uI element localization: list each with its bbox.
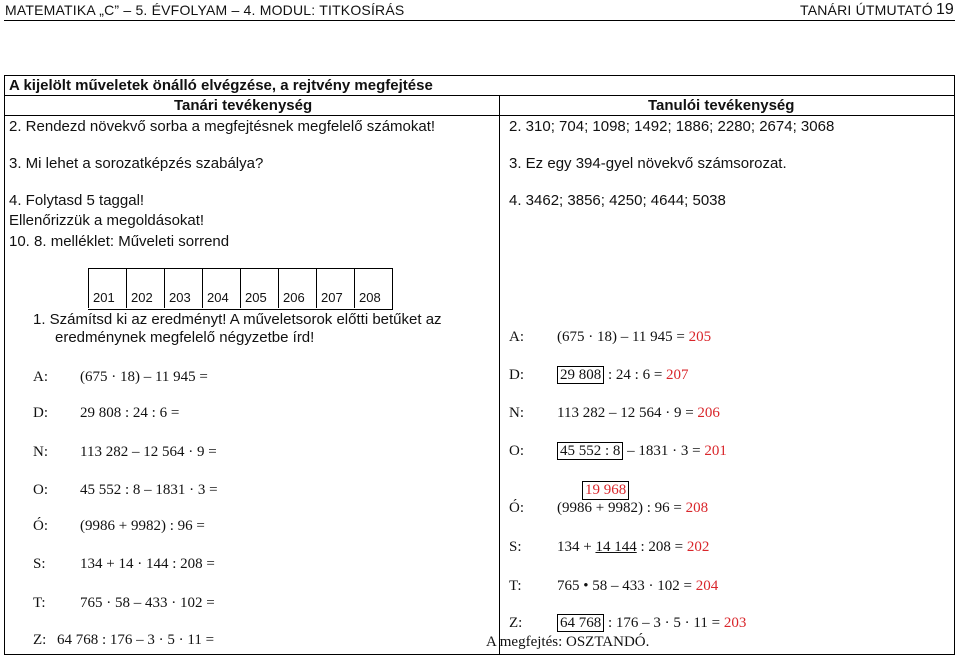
number-cell xyxy=(164,268,202,308)
number-cell-label: 203 xyxy=(169,290,191,305)
number-cell-label: 206 xyxy=(283,290,305,305)
table-right-border xyxy=(954,75,955,655)
teacher-appendix: 10. 8. melléklet: Műveleti sorrend xyxy=(9,233,230,250)
teacher-step-3: 3. Mi lehet a sorozatképzés szabálya? xyxy=(9,155,264,172)
column-header-teacher: Tanári tevékenység xyxy=(174,97,313,114)
solution-result: 201 xyxy=(704,443,727,459)
solution-letter: T: xyxy=(509,578,522,594)
header-left: MATEMATIKA „C” – 5. ÉVFOLYAM – 4. MODUL: TITKOSÍRÁS xyxy=(5,2,405,18)
table-top-border xyxy=(4,75,955,76)
solution-expr-text: 134 + xyxy=(557,539,596,555)
task-1-instruction-cont: eredménynek megfelelő négyzetbe írd! xyxy=(55,329,315,346)
solution-expression xyxy=(557,615,746,632)
solution-expression xyxy=(557,539,709,556)
number-cell-label: 207 xyxy=(321,290,343,305)
number-cell xyxy=(126,268,164,308)
table-left-border xyxy=(4,75,5,655)
solution-expr-text: : 176 – 3 · 5 · 11 = xyxy=(604,615,724,631)
boxed-intermediate: 64 768 xyxy=(557,614,604,632)
number-cell-label: 201 xyxy=(93,290,115,305)
column-divider xyxy=(499,95,500,655)
underlined-intermediate: 14 144 xyxy=(595,539,637,555)
number-cell xyxy=(354,268,392,308)
task-letter: O: xyxy=(33,482,48,498)
solution-result: 207 xyxy=(666,367,689,383)
task-letter: D: xyxy=(33,405,48,421)
header-row-border xyxy=(4,115,955,116)
task-expression: 765 · 58 – 433 · 102 = xyxy=(80,595,215,611)
header-right-label: TANÁRI ÚTMUTATÓ xyxy=(800,2,933,18)
number-cell xyxy=(88,268,126,308)
solution-expr-text: : 24 : 6 = xyxy=(604,367,667,383)
student-step-3: 3. Ez egy 394-gyel növekvő számsorozat. xyxy=(509,155,787,172)
task-letter: Z: xyxy=(33,632,47,648)
solution-letter: D: xyxy=(509,367,524,383)
puzzle-answer: A megfejtés: OSZTANDÓ. xyxy=(486,634,650,650)
solution-expression xyxy=(557,367,689,384)
number-cell-label: 204 xyxy=(207,290,229,305)
header-rule xyxy=(4,20,955,21)
student-step-4: 4. 3462; 3856; 4250; 4644; 5038 xyxy=(509,192,726,209)
solution-expression xyxy=(557,405,720,422)
solution-expression xyxy=(557,578,718,595)
task-letter: N: xyxy=(33,444,48,460)
task-letter: A: xyxy=(33,369,48,385)
task-expression: 45 552 : 8 – 1831 · 3 = xyxy=(80,482,218,498)
task-expression: 29 808 : 24 : 6 = xyxy=(80,405,180,421)
solution-expression xyxy=(557,443,727,460)
solution-letter: A: xyxy=(509,329,524,345)
solution-result: 202 xyxy=(686,539,710,555)
column-header-student: Tanulói tevékenység xyxy=(648,97,795,114)
solution-expression xyxy=(557,329,711,346)
task-letter: Ó: xyxy=(33,518,48,534)
solution-expr-text: : 208 = xyxy=(636,539,687,555)
solution-expr-text: – 1831 · 3 = xyxy=(623,443,705,459)
task-expression: (675 · 18) – 11 945 = xyxy=(80,369,208,385)
number-cell-label: 208 xyxy=(359,290,381,305)
solution-letter: N: xyxy=(509,405,524,421)
solution-result: 203 xyxy=(723,615,747,631)
solution-result: 204 xyxy=(695,578,719,594)
number-cell xyxy=(202,268,240,308)
solution-letter: O: xyxy=(509,443,524,459)
task-expression: (9986 + 9982) : 96 = xyxy=(80,518,205,534)
intermediate-result-box: 19 968 xyxy=(582,481,629,500)
solution-expr-text: (675 · 18) – 11 945 = xyxy=(557,329,689,345)
number-cell xyxy=(240,268,278,308)
number-cell xyxy=(278,268,316,308)
section-title: A kijelölt műveletek önálló elvégzése, a rejtvény megfejtése xyxy=(9,77,433,94)
boxed-intermediate: 45 552 : 8 xyxy=(557,442,623,460)
boxed-intermediate: 29 808 xyxy=(557,366,604,384)
task-letter: S: xyxy=(33,556,46,572)
task-letter: T: xyxy=(33,595,46,611)
teacher-step-2: 2. Rendezd növekvő sorba a megfejtésnek megfelelő számokat! xyxy=(9,118,436,135)
student-step-2: 2. 310; 704; 1098; 1492; 1886; 2280; 2674; 3068 xyxy=(509,118,835,135)
page-number: 19 xyxy=(936,1,954,18)
solution-letter: Ó: xyxy=(509,500,524,516)
solution-expr-text: 765 • 58 – 433 · 102 = xyxy=(557,578,696,594)
task-expression: 113 282 – 12 564 · 9 = xyxy=(80,444,217,460)
task-expression: 64 768 : 176 – 3 · 5 · 11 = xyxy=(57,632,215,648)
task-1-instruction: 1. Számítsd ki az eredményt! A műveletsorok előtti betűket az xyxy=(33,311,442,328)
teacher-check: Ellenőrizzük a megoldásokat! xyxy=(9,212,205,229)
teacher-step-4: 4. Folytasd 5 taggal! xyxy=(9,192,145,209)
solution-expr-text: (9986 + 9982) : 96 = xyxy=(557,500,686,516)
solution-result: 206 xyxy=(697,405,720,421)
solution-letter: S: xyxy=(509,539,522,555)
solution-result: 205 xyxy=(688,329,712,345)
task-expression: 134 + 14 · 144 : 208 = xyxy=(80,556,215,572)
solution-result: 208 xyxy=(685,500,709,516)
solution-letter: Z: xyxy=(509,615,523,631)
solution-expression xyxy=(557,500,708,517)
number-cell-label: 205 xyxy=(245,290,267,305)
number-cell-label: 202 xyxy=(131,290,153,305)
number-cell xyxy=(316,268,354,308)
table-bottom-border xyxy=(4,654,955,655)
solution-expr-text: 113 282 – 12 564 · 9 = xyxy=(557,405,698,421)
title-row-border xyxy=(4,95,955,96)
